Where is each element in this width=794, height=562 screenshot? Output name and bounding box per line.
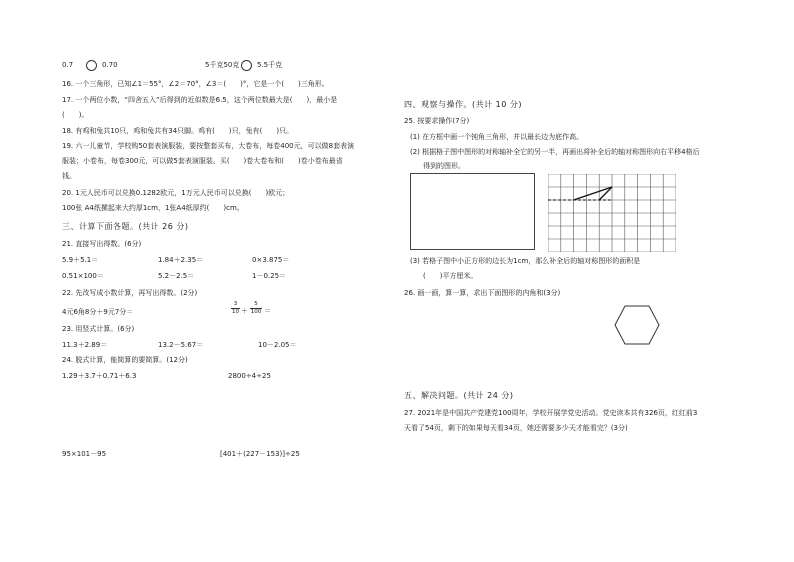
fraction-denominator: 10 <box>232 309 239 315</box>
equals-sign: ＝ <box>264 307 271 315</box>
compare-a-right: 0.70 <box>102 61 118 69</box>
fraction-numerator: 5 <box>254 301 258 307</box>
hexagon-figure <box>614 305 660 345</box>
question-22: 22. 先改写成小数计算，再写出得数。(2分) <box>62 289 198 297</box>
compare-a-left: 0.7 <box>62 61 74 69</box>
calc-item: 4元6角8分＋9元7分＝ <box>62 308 134 316</box>
question-20-line1: 20. 1元人民币可以兑换0.1282欧元，1万元人民币可以兑换( )欧元； <box>62 189 290 197</box>
question-26: 26. 画一画，算一算，求出下面图形的内角和(3分) <box>404 289 561 297</box>
fraction-numerator: 3 <box>233 301 238 307</box>
question-17-line1: 17. 一个两位小数，“四舍五入”后得到的近似数是6.5，这个两位数最大是( )，最小是 <box>62 96 338 104</box>
square-grid[interactable] <box>548 174 676 252</box>
question-27-line2: 天看了54页，剩下的如果每天看34页，她还需要多少天才能看完？(3分) <box>404 424 628 432</box>
question-19-line2: 服装；小卷布，每卷300元，可以做5套表演服装。买( )卷大卷布和( )卷小卷布最省 <box>62 157 343 165</box>
section-4-heading: 四、观察与操作。(共计 10 分) <box>404 100 523 109</box>
calc-item: 11.3＋2.89＝ <box>62 341 108 349</box>
question-25-part1: (1) 在方框中画一个钝角三角形，并以最长边为底作高。 <box>410 133 584 141</box>
compare-b-left: 5千克50克 <box>205 61 240 69</box>
question-21: 21. 直接写出得数。(6分) <box>62 240 142 248</box>
calc-item: [401＋(227－153)]÷25 <box>220 450 300 458</box>
calc-item: 1－0.25＝ <box>252 272 287 280</box>
question-24: 24. 脱式计算，能简算的要简算。(12分) <box>62 356 188 364</box>
question-25-part2-line2: 得到的图形。 <box>423 162 465 170</box>
question-25: 25. 按要求操作(7分) <box>404 117 470 125</box>
question-19-line3: 钱。 <box>62 172 76 180</box>
fraction <box>231 301 240 315</box>
half-figure <box>574 187 612 200</box>
question-19-line1: 19. 六一儿童节，学校购50套表演服装，要按整套买布，大卷布，每卷400元，可以做8套表演 <box>62 142 355 150</box>
calc-item: 0×3.875＝ <box>252 256 290 264</box>
question-25-part3-line2: ( )平方厘米。 <box>423 272 478 280</box>
calc-item: 13.2－5.67＝ <box>158 341 204 349</box>
calc-item: 2800÷4÷25 <box>228 372 271 380</box>
question-27-line1: 27. 2021年是中国共产党建党100周年，学校开展学党史活动。党史读本共有326页，红红前3 <box>404 409 698 417</box>
calc-item: 0.51×100＝ <box>62 272 104 280</box>
question-25-part2-line1: (2) 根据格子图中图形的对称轴补全它的另一半，再画出将补全后的轴对称图形向右平移4格后 <box>410 148 700 156</box>
drawing-box[interactable] <box>410 173 535 250</box>
calc-item: 95×101－95 <box>62 450 107 458</box>
compare-b-right: 5.5千克 <box>257 61 283 69</box>
calc-item: 1.29＋3.7＋0.71＋6.3 <box>62 372 137 380</box>
question-25-part3-line1: (3) 若格子图中小正方形的边长为1cm，那么补全后的轴对称图形的面积是 <box>410 257 641 265</box>
calc-item: 5.9＋5.1＝ <box>62 256 99 264</box>
question-17-line2: ( )。 <box>62 111 89 119</box>
section-3-heading: 三、计算下面各题。(共计 26 分) <box>62 222 189 231</box>
section-5-heading: 五、解决问题。(共计 24 分) <box>404 391 514 400</box>
fraction <box>250 301 262 315</box>
plus-sign: ＋ <box>241 307 248 315</box>
question-18: 18. 有鸡和兔共10只，鸡和兔共有34只脚。鸡有( )只，兔有( )只。 <box>62 127 294 135</box>
calc-item: 10－2.05＝ <box>258 341 297 349</box>
compare-circle-blank[interactable] <box>86 60 97 71</box>
question-20-line2: 100张 A4纸摞起来大约厚1cm，1张A4纸厚约( )cm。 <box>62 204 244 212</box>
calc-item: 1.84＋2.35＝ <box>158 256 204 264</box>
calc-item: 5.2－2.5＝ <box>158 272 195 280</box>
compare-circle-blank[interactable] <box>241 60 252 71</box>
question-23: 23. 用竖式计算。(6分) <box>62 325 135 333</box>
fraction-denominator: 100 <box>250 309 262 315</box>
question-16: 16. 一个三角形，已知∠1＝55°，∠2＝70°，∠3＝( )°，它是一个( )三角形。 <box>62 80 329 88</box>
